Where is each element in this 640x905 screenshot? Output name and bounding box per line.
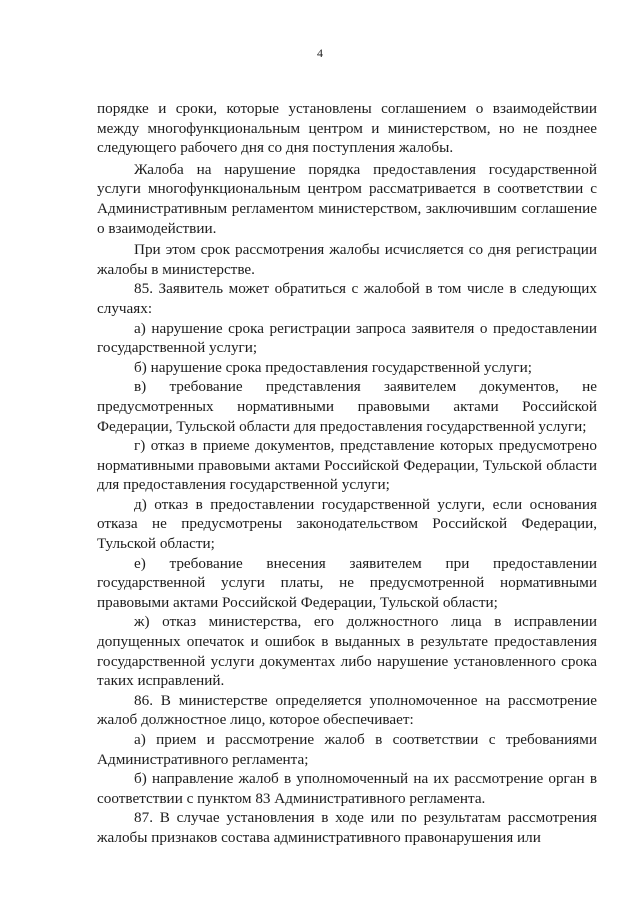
clause-85-item-d: д) отказ в предоставлении государственной услуги, если основания отказа не предусмотрены законодательством Российской Федерации, Тульской области; — [97, 495, 597, 553]
clause-85: 85. Заявитель может обратиться с жалобой в том числе в следующих случаях: — [97, 280, 597, 317]
clause-85-item-zh: ж) отказ министерства, его должностного лица в исправлении допущенных опечаток и ошибок в выданных в результате предоставления государственной услуги документах либо нарушение установленного срока таких исправлений. — [97, 613, 597, 690]
clause-85-item-e: е) требование внесения заявителем при предоставлении государственной услуги платы, не предусмотренной нормативными правовыми актами Российской Федерации, Тульской области; — [97, 554, 597, 611]
document-body — [97, 99, 597, 848]
page-number: 4 — [317, 46, 323, 60]
clause-86-item-b: б) направление жалоб в уполномоченный на их рассмотрение орган в соответствии с пунктом 83 Административного регламента. — [97, 770, 597, 807]
clause-85-item-v: в) требование представления заявителем документов, не предусмотренных нормативными правовыми актами Российской Федерации, Тульской области для предоставления государственной услуги; — [97, 378, 597, 435]
clause-86: 86. В министерстве определяется уполномоченное на рассмотрение жалоб должностное лицо, которое обеспечивает: — [97, 691, 597, 729]
paragraph-review-period: При этом срок рассмотрения жалобы исчисляется со дня регистрации жалобы в министерстве. — [97, 241, 597, 278]
clause-86-item-a: а) прием и рассмотрение жалоб в соответствии с требованиями Административного регламента; — [97, 731, 597, 768]
paragraph-continuation: порядке и сроки, которые установлены соглашением о взаимодействии между многофункциональным центром и министерством, но не позднее следующего рабочего дня со дня поступления жалобы. — [97, 100, 597, 157]
clause-85-item-b: б) нарушение срока предоставления государственной услуги; — [134, 358, 532, 376]
paragraph-mfc-complaint: Жалоба на нарушение порядка предоставления государственной услуги многофункциональным центром рассматривается в соответствии с Административным регламентом министерством, заключившим соглашение о взаимодействии. — [97, 160, 597, 237]
clause-85-item-a: а) нарушение срока регистрации запроса заявителя о предоставлении государственной услуги; — [97, 319, 597, 357]
clause-85-item-g: г) отказ в приеме документов, представление которых предусмотрено нормативными правовыми актами Российской Федерации, Тульской области для предоставления государственной услуги; — [97, 437, 597, 494]
clause-87: 87. В случае установления в ходе или по результатам рассмотрения жалобы признаков состава административного правонарушения или — [97, 809, 597, 846]
